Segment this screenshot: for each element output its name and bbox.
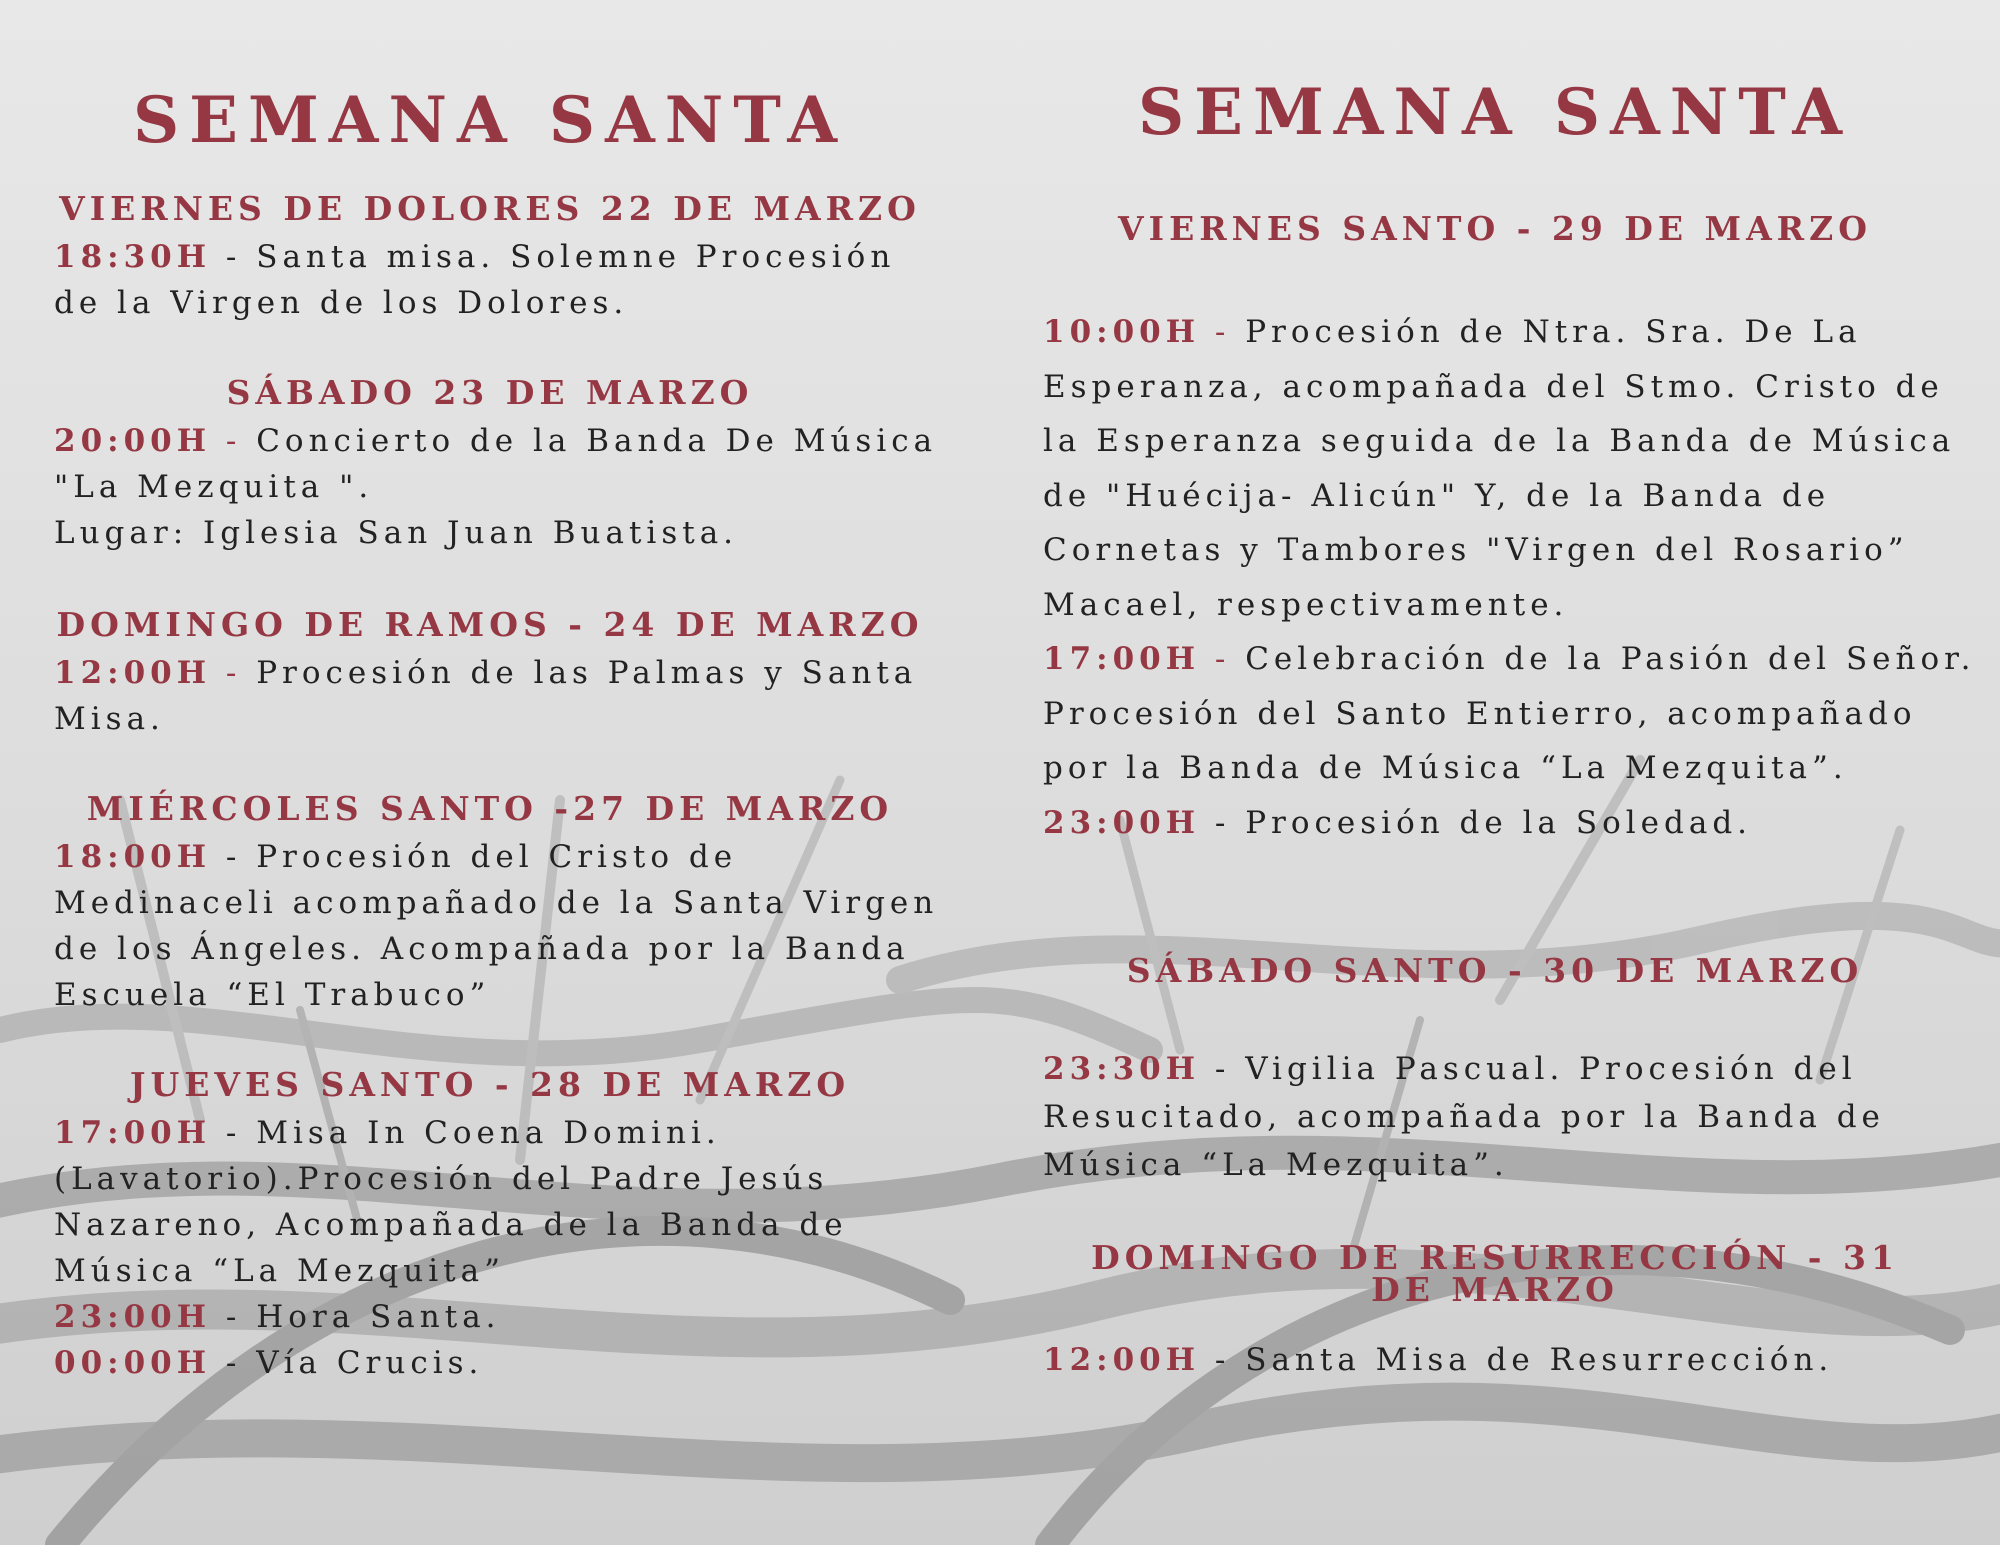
entry-dash: - (211, 1299, 257, 1335)
entry-dash: - (211, 1115, 257, 1151)
entry-location: Lugar: Iglesia San Juan Buatista. (54, 515, 739, 551)
entry-text: Vía Crucis. (256, 1345, 484, 1381)
entry-text: Santa misa. Solemne Procesión de la Virgen de los Dolores. (54, 239, 896, 321)
entry-time: 00:00H (54, 1345, 212, 1381)
right-title: SEMANA SANTA (1137, 75, 1853, 150)
entry-dash: - (1200, 804, 1246, 841)
entry-dash: - (211, 655, 257, 691)
day-heading-viernes-santo: VIERNES SANTO - 29 DE MARZO (1118, 209, 1872, 248)
day-heading-domingo-resurreccion: DOMINGO DE RESURRECCIÓN - 31 DE MARZO (1091, 1238, 1899, 1309)
schedule-entry (1043, 1336, 1993, 1384)
entry-time: 17:00H (1043, 641, 1201, 677)
entry-dash: - (1200, 314, 1246, 350)
entry-dash: - (211, 239, 257, 275)
entry-dash: - (1200, 1051, 1246, 1087)
entry-dash: - (211, 423, 257, 459)
entry-time: 17:00H (54, 1115, 212, 1151)
schedule-entry (54, 234, 954, 326)
entry-text: Procesión de las Palmas y Santa Misa. (54, 655, 918, 737)
day-heading-sabado-santo: SÁBADO SANTO - 30 DE MARZO (1126, 951, 1864, 990)
entry-text: Concierto de la Banda De Música "La Mezquita ". (54, 423, 938, 505)
entry-text: Procesión de Ntra. Sra. De La Esperanza, acompañada del Stmo. Cristo de la Esperanza seguida de la Banda de Música de "Huécija- Alicún" Y, de la Banda de Cornetas y Tambores "Virgen del Rosario” Macael, respectivamente. (1043, 314, 1956, 623)
schedule-entry (54, 1110, 954, 1386)
entry-time: 18:00H (54, 839, 212, 875)
entry-time: 23:00H (1043, 804, 1201, 841)
schedule-entry (54, 418, 954, 556)
entry-text: Misa In Coena Domini. (Lavatorio).Procesión del Padre Jesús Nazareno, Acompañada de la Banda de Música “La Mezquita” (54, 1115, 848, 1289)
entry-time: 23:30H (1043, 1051, 1201, 1087)
entry-text: Celebración de la Pasión del Señor. Procesión del Santo Entierro, acompañado por la Banda de Música “La Mezquita”. (1043, 641, 1976, 786)
day-heading-miercoles: MIÉRCOLES SANTO -27 DE MARZO (86, 789, 894, 828)
entry-dash: - (211, 839, 257, 875)
schedule-entry (1043, 305, 1993, 850)
entry-text: Hora Santa. (256, 1299, 501, 1335)
entry-dash: - (1200, 1342, 1246, 1378)
entry-text: Vigilia Pascual. Procesión del Resucitado, acompañada por la Banda de Música “La Mezquita”. (1043, 1051, 1885, 1183)
entry-dash: - (1200, 641, 1246, 677)
left-title: SEMANA SANTA (132, 83, 848, 158)
entry-text: Procesión del Cristo de Medinaceli acompañado de la Santa Virgen de los Ángeles. Acompañada por la Banda Escuela “El Trabuco” (54, 839, 939, 1013)
entry-time: 18:30H (54, 239, 212, 275)
entry-time: 12:00H (1043, 1342, 1201, 1378)
entry-time: 20:00H (54, 423, 212, 459)
schedule-entry (1043, 1045, 1993, 1189)
entry-time: 12:00H (54, 655, 212, 691)
entry-dash: - (211, 1345, 257, 1381)
day-heading-viernes-dolores: VIERNES DE DOLORES 22 DE MARZO (59, 189, 921, 228)
schedule-entry (54, 834, 954, 1018)
entry-time: 10:00H (1043, 314, 1201, 350)
entry-text: Santa Misa de Resurrección. (1245, 1342, 1834, 1378)
entry-text: Procesión de la Soledad. (1245, 804, 1753, 841)
schedule-entry (54, 650, 954, 742)
day-heading-jueves: JUEVES SANTO - 28 DE MARZO (129, 1065, 851, 1104)
day-heading-sabado: SÁBADO 23 DE MARZO (226, 373, 754, 412)
day-heading-domingo-ramos: DOMINGO DE RAMOS - 24 DE MARZO (56, 605, 924, 644)
entry-time: 23:00H (54, 1299, 212, 1335)
